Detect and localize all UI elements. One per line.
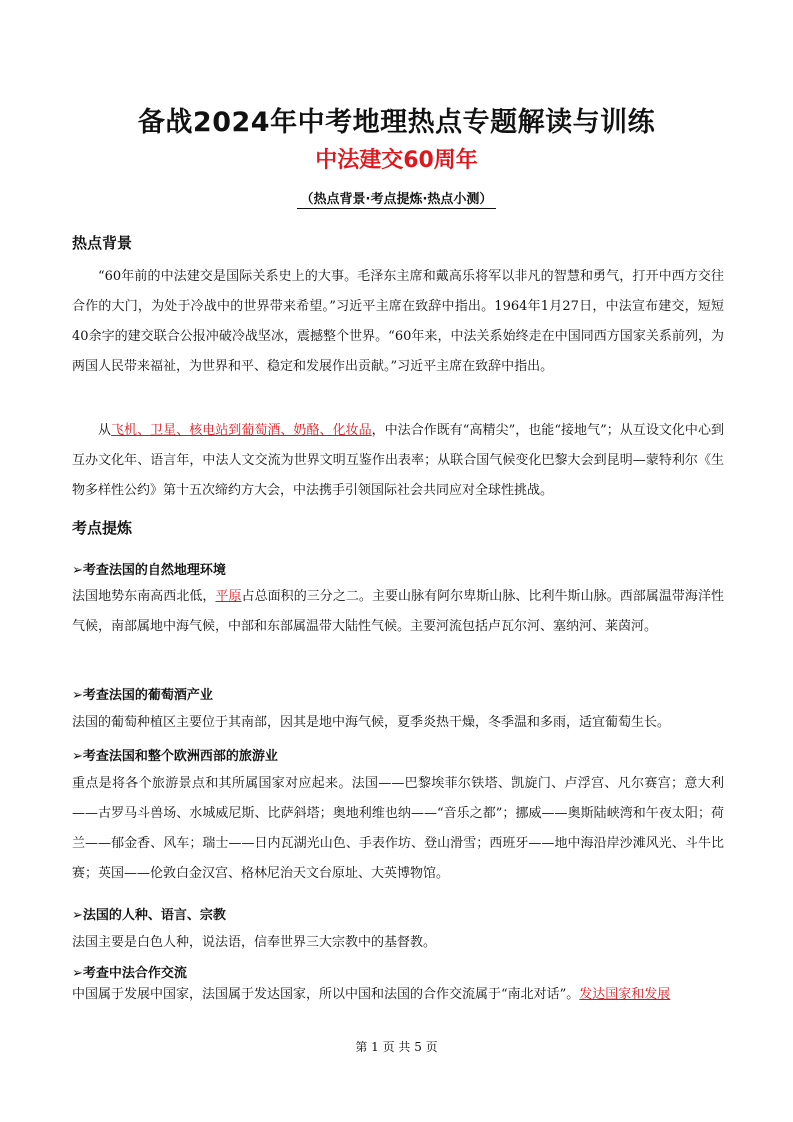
point-4-title: ➢法国的人种、语言、宗教	[72, 908, 226, 923]
background-paragraph-1: “60年前的中法建交是国际关系史上的大事。毛泽东主席和戴高乐将军以非凡的智慧和勇气，打开中西方交往合作的大门，为处于冷战中的世界带来希望。”习近平主席在致辞中指出。1964年1月27日，中法宣布建交，短短40余字的建交联合公报冲破冷战坚冰，震撼整个世界。“60年来，中法关系始终走在中国同西方国家关系前列，为两国人民带来福祉，为世界和平、稳定和发展作出贡献。”习近平主席在致辞中指出。	[72, 269, 724, 374]
section-heading-background: 热点背景	[72, 234, 133, 252]
point-5-title: ➢考查中法合作交流	[72, 966, 187, 981]
document-subtitle: 中法建交60周年	[315, 148, 478, 173]
point-3-title: ➢考查法国和整个欧洲西部的旅游业	[72, 749, 278, 764]
background-paragraph-2	[72, 416, 724, 506]
point-3-text: 重点是将各个旅游景点和其所属国家对应起来。法国——巴黎埃菲尔铁塔、凯旋门、卢浮宫、凡尔赛宫；意大利——古罗马斗兽场、水城威尼斯、比萨斜塔；奥地利维也纳——“音乐之都”；挪威——奥斯陆峡湾和午夜太阳；荷兰——郁金香、风车；瑞士——日内瓦湖光山色、手表作坊、登山滑雪；西班牙——地中海沿岸沙滩风光、斗牛比赛；英国——伦敦白金汉宫、格林尼治天文台原址、大英博物馆。	[72, 776, 724, 881]
bg-p2-post: ，中法合作既有“高精尖”，也能“接地气”；从互设文化中心到互办文化年、语言年，中法人文交流为世界文明互鉴作出表率；从联合国气候变化巴黎大会到昆明—蒙特利尔《生物多样性公约》第十五次缔约方大会，中法携手引领国际社会共同应对全球性挑战。	[72, 423, 724, 498]
document-tagline	[0, 188, 793, 207]
point-1-title: ➢考查法国的自然地理环境	[72, 563, 226, 578]
p1-post: 占总面积的三分之二。主要山脉有阿尔卑斯山脉、比利牛斯山脉。西部属温带海洋性气候，南部属地中海气候，中部和东部属温带大陆性气候。主要河流包括卢瓦尔河、塞纳河、莱茵河。	[72, 589, 724, 634]
page-number: 第 1 页 共 5 页	[355, 1040, 438, 1054]
p1-pre: 法国地势东南高西北低，	[72, 589, 216, 604]
point-1-text	[72, 582, 724, 642]
point-5-text	[72, 980, 724, 1010]
point-4-text: 法国主要是白色人种，说法语，信奉世界三大宗教中的基督教。	[72, 935, 437, 950]
point-2-text: 法国的葡萄种植区主要位于其南部，因其是地中海气候，夏季炎热干燥，冬季温和多雨，适宜葡萄生长。	[72, 715, 671, 730]
section-heading-points: 考点提炼	[72, 519, 133, 537]
p5-pre: 中国属于发展中国家，法国属于发达国家，所以中国和法国的合作交流属于“南北对话”。	[72, 987, 580, 1002]
document-title: 备战2024年中考地理热点专题解读与训练	[137, 107, 656, 138]
tagline-text: （热点背景·考点提炼·热点小测）	[297, 192, 497, 209]
p1-highlight: 平原	[215, 589, 242, 604]
p5-highlight: 发达国家和发展	[579, 987, 671, 1002]
bg-p2-pre: 从	[98, 423, 112, 438]
bg-p2-highlight: 飞机、卫星、核电站到葡萄酒、奶酪、化妆品	[111, 423, 372, 438]
point-2-title: ➢考查法国的葡萄酒产业	[72, 688, 213, 703]
